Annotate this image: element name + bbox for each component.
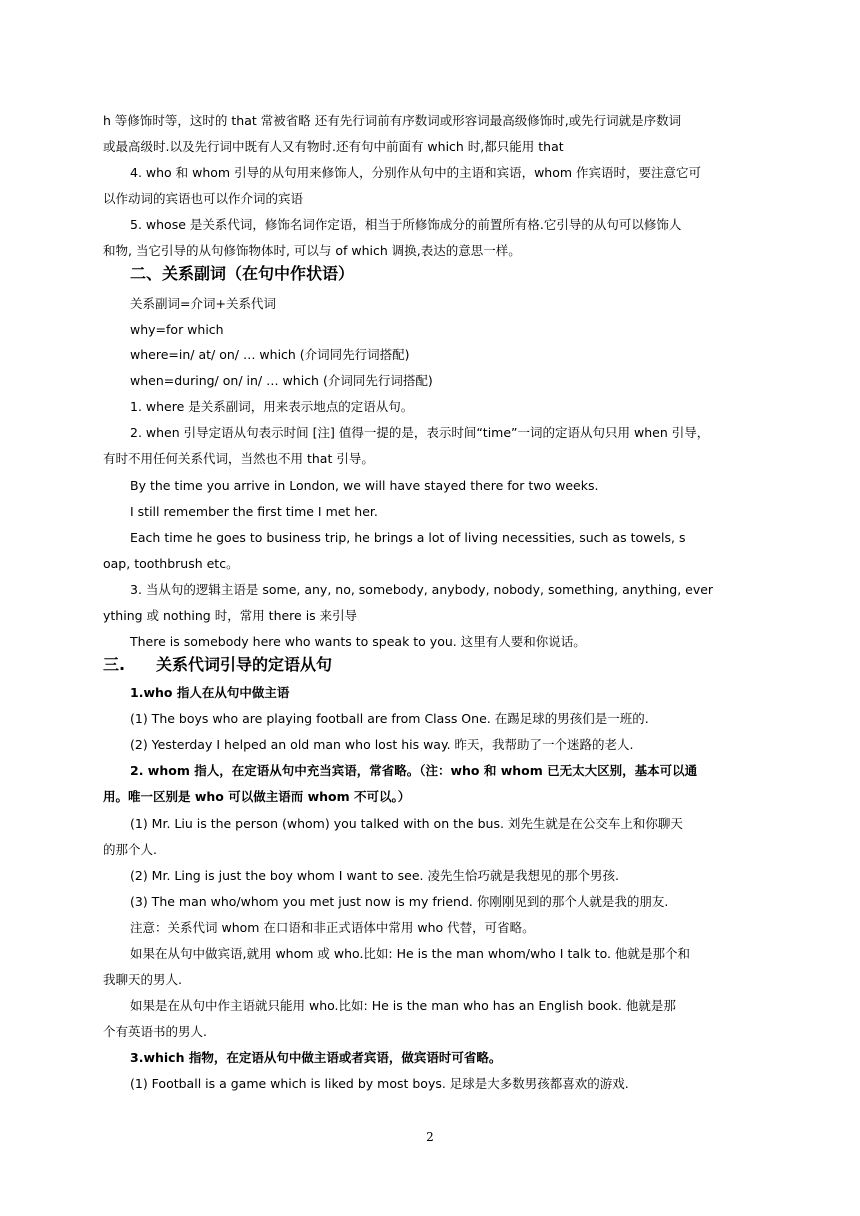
subheading: 1.who 指人在从句中做主语 — [130, 685, 290, 700]
subheading: 3.which 指物，在定语从句中做主语或者宾语，做宾语时可省略。 — [130, 1050, 502, 1065]
text-line: 如果是在从句中作主语就只能用 who.比如: He is the man who has an English book. 他就是那 — [130, 998, 676, 1013]
text-line: (1) The boys who are playing football are from Class One. 在踢足球的男孩们是一班的. — [130, 711, 649, 726]
subheading: 2. whom 指人，在定语从句中充当宾语，常省略。（注：who 和 whom 已无太大区别，基本可以通 — [130, 763, 698, 778]
text-line: 有时不用任何关系代词，当然也不用 that 引导。 — [103, 451, 374, 466]
text-line: 注意：关系代词 whom 在口语和非正式语体中常用 who 代替，可省略。 — [130, 920, 535, 935]
text-line: 的那个人. — [103, 842, 157, 857]
text-line: 或最高级时.以及先行词中既有人又有物时.还有句中前面有 which 时,都只能用 that — [103, 139, 564, 154]
text-line: 个有英语书的男人. — [103, 1024, 207, 1039]
text-line: 关系副词=介词+关系代词 — [130, 296, 276, 311]
text-line: why=for which — [130, 322, 224, 337]
text-line: (2) Mr. Ling is just the boy whom I want to see. 凌先生恰巧就是我想见的那个男孩. — [130, 868, 619, 883]
text-line: 如果在从句中做宾语,就用 whom 或 who.比如: He is the man whom/who I talk to. 他就是那个和 — [130, 946, 690, 961]
text-line: (2) Yesterday I helped an old man who lost his way. 昨天，我帮助了一个迷路的老人. — [130, 737, 634, 752]
text-line: 3. 当从句的逻辑主语是 some, any, no, somebody, anybody, nobody, something, anything, ever — [130, 582, 714, 597]
section-heading — [103, 655, 332, 675]
text-line: 1. where 是关系副词，用来表示地点的定语从句。 — [130, 399, 414, 414]
text-line: ything 或 nothing 时，常用 there is 来引导 — [103, 608, 358, 623]
text-line: (1) Football is a game which is liked by most boys. 足球是大多数男孩都喜欢的游戏. — [130, 1076, 629, 1091]
text-line: By the time you arrive in London, we will have stayed there for two weeks. — [130, 478, 599, 493]
text-line: 5. whose 是关系代词，修饰名词作定语，相当于所修饰成分的前置所有格.它引导的从句可以修饰人 — [130, 217, 682, 232]
text-line: I still remember the first time I met her. — [130, 504, 378, 519]
text-line: 我聊天的男人. — [103, 972, 182, 987]
page-number: 2 — [426, 1130, 434, 1144]
text-line: 以作动词的宾语也可以作介词的宾语 — [103, 191, 304, 206]
text-line: (3) The man who/whom you met just now is my friend. 你刚刚见到的那个人就是我的朋友. — [130, 894, 669, 909]
text-line: oap, toothbrush etc。 — [103, 556, 239, 571]
section-title: 关系代词引导的定语从句 — [156, 655, 333, 674]
text-line: 4. who 和 whom 引导的从句用来修饰人，分别作从句中的主语和宾语，whom 作宾语时，要注意它可 — [130, 165, 702, 180]
section-number: 三. — [103, 655, 126, 674]
text-line: 2. when 引导定语从句表示时间 [注] 值得一提的是，表示时间“time”一词的定语从句只用 when 引导， — [130, 425, 710, 440]
text-line: Each time he goes to business trip, he brings a lot of living necessities, such as towels, s — [130, 530, 686, 545]
subheading: 用。唯一区别是 who 可以做主语而 whom 不可以。） — [103, 789, 411, 804]
text-line: There is somebody here who wants to speak to you. 这里有人要和你说话。 — [130, 634, 586, 649]
section-heading: 二、关系副词（在句中作状语） — [130, 264, 355, 283]
text-line: when=during/ on/ in/ … which (介词同先行词搭配) — [130, 373, 433, 388]
text-line: where=in/ at/ on/ … which (介词同先行词搭配) — [130, 347, 410, 362]
text-line: h 等修饰时等，这时的 that 常被省略 还有先行词前有序数词或形容词最高级修饰时,或先行词就是序数词 — [103, 113, 682, 128]
text-line: 和物, 当它引导的从句修饰物体时, 可以与 of which 调换,表达的意思一样。 — [103, 243, 521, 258]
text-line: (1) Mr. Liu is the person (whom) you talked with on the bus. 刘先生就是在公交车上和你聊天 — [130, 816, 683, 831]
